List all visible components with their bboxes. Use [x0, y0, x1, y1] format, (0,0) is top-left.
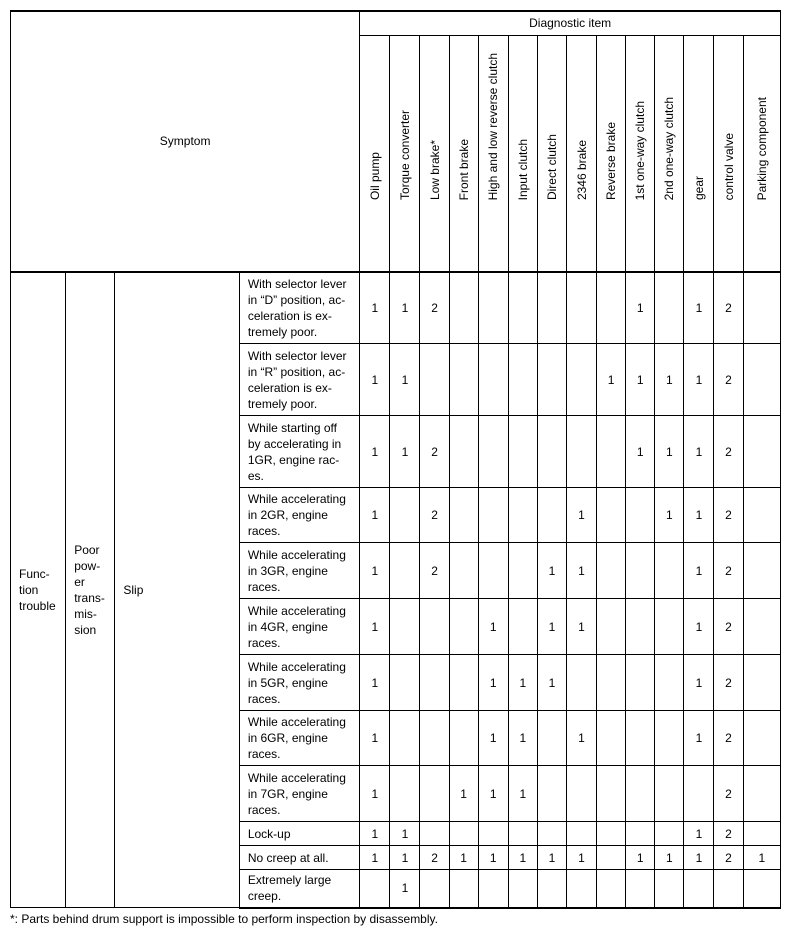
value-cell [508, 543, 537, 599]
value-cell: 1 [684, 416, 714, 488]
value-cell: 1 [360, 711, 390, 766]
value-cell [449, 543, 478, 599]
column-header [597, 35, 626, 272]
value-cell [420, 711, 449, 766]
value-cell [449, 272, 478, 344]
symptom-cell [239, 711, 359, 766]
value-cell [655, 870, 684, 908]
value-cell: 1 [390, 416, 420, 488]
value-cell: 1 [566, 711, 596, 766]
value-cell [743, 416, 780, 488]
value-cell: 2 [714, 543, 743, 599]
value-cell [390, 599, 420, 655]
symptom-header [11, 11, 360, 272]
value-cell: 1 [449, 766, 478, 822]
symptom-line: With selector lever [247, 276, 347, 291]
value-cell [420, 822, 449, 846]
symptom-cell [239, 766, 359, 822]
value-cell [420, 655, 449, 711]
value-cell: 1 [360, 543, 390, 599]
value-cell [597, 846, 626, 870]
value-cell [743, 822, 780, 846]
value-cell: 2 [714, 711, 743, 766]
symptom-line: 1GR, engine rac- [247, 452, 340, 467]
value-cell [508, 822, 537, 846]
symptom-line: With selector lever [247, 348, 347, 363]
value-cell [743, 344, 780, 416]
value-cell [566, 822, 596, 846]
column-header [626, 35, 655, 272]
symptom-line: in “D” position, ac- [247, 292, 346, 307]
value-cell: 1 [684, 711, 714, 766]
value-cell: 1 [684, 822, 714, 846]
value-cell [597, 488, 626, 543]
value-cell: 2 [714, 599, 743, 655]
value-cell: 1 [743, 846, 780, 870]
symptom-line: races. [247, 747, 281, 761]
value-cell: 2 [420, 846, 449, 870]
diagnostic-table [10, 10, 781, 909]
value-cell: 1 [478, 599, 508, 655]
value-cell [478, 344, 508, 416]
value-cell: 1 [626, 416, 655, 488]
value-cell [626, 488, 655, 543]
value-cell: 2 [714, 272, 743, 344]
value-cell [626, 822, 655, 846]
symptom-line: While accelerating [247, 770, 346, 785]
symptom-line: races. [247, 524, 281, 538]
column-header [508, 35, 537, 272]
value-cell [478, 543, 508, 599]
value-cell [655, 822, 684, 846]
value-cell [508, 488, 537, 543]
symptom-line: races. [247, 635, 281, 650]
diagnostic-item-header [360, 11, 781, 35]
value-cell: 1 [390, 822, 420, 846]
column-header-label: 2346 brake [574, 140, 589, 201]
value-cell: 1 [566, 488, 596, 543]
value-cell: 1 [478, 766, 508, 822]
value-cell [743, 766, 780, 822]
symptom-cell [239, 655, 359, 711]
symptom-cell [239, 416, 359, 488]
table-row [11, 272, 781, 344]
value-cell: 1 [449, 846, 478, 870]
value-cell: 1 [360, 822, 390, 846]
value-cell [655, 543, 684, 599]
value-cell [655, 766, 684, 822]
value-cell [655, 599, 684, 655]
symptom-header-label: Symptom [159, 134, 211, 149]
symptom-line: in 4GR, engine [247, 619, 328, 634]
value-cell: 1 [537, 543, 566, 599]
value-cell [626, 599, 655, 655]
value-cell: 1 [655, 416, 684, 488]
value-cell: 1 [360, 846, 390, 870]
symptom-line: races. [247, 691, 281, 706]
value-cell [566, 344, 596, 416]
value-cell [597, 870, 626, 908]
value-cell [537, 766, 566, 822]
value-cell [626, 711, 655, 766]
value-cell: 1 [390, 846, 420, 870]
value-cell: 1 [478, 846, 508, 870]
value-cell [655, 711, 684, 766]
value-cell [597, 766, 626, 822]
value-cell [390, 766, 420, 822]
value-cell [390, 711, 420, 766]
value-cell: 1 [508, 846, 537, 870]
symptom-line: While accelerating [247, 547, 346, 562]
value-cell [743, 488, 780, 543]
value-cell [420, 344, 449, 416]
value-cell [508, 870, 537, 908]
value-cell: 1 [360, 416, 390, 488]
symptom-line: in 3GR, engine [247, 563, 328, 578]
value-cell: 1 [390, 272, 420, 344]
column-header-label: Parking component [754, 97, 769, 201]
value-cell: 2 [714, 655, 743, 711]
column-header [449, 35, 478, 272]
column-header-label: control valve [721, 133, 736, 201]
value-cell [508, 344, 537, 416]
value-cell: 1 [478, 711, 508, 766]
value-cell [743, 543, 780, 599]
symptom-line: While accelerating [247, 659, 346, 674]
symptom-line: es. [247, 468, 264, 483]
value-cell [566, 272, 596, 344]
symptom-line: in “R” position, ac- [247, 364, 346, 379]
column-header-label: gear [691, 176, 706, 201]
column-header-label: 2nd one-way clutch [662, 97, 677, 201]
value-cell [597, 822, 626, 846]
symptom-line: races. [247, 802, 281, 817]
value-cell [684, 766, 714, 822]
value-cell [390, 655, 420, 711]
value-cell: 1 [478, 655, 508, 711]
value-cell: 1 [655, 488, 684, 543]
value-cell [449, 416, 478, 488]
value-cell [743, 870, 780, 908]
value-cell: 1 [684, 488, 714, 543]
value-cell [597, 599, 626, 655]
symptom-cell [239, 870, 359, 908]
category-level3: Slip [115, 272, 239, 908]
value-cell [743, 599, 780, 655]
symptom-line: in 5GR, engine [247, 675, 328, 690]
symptom-cell [239, 846, 359, 870]
value-cell: 1 [626, 272, 655, 344]
value-cell [360, 870, 390, 908]
value-cell: 1 [655, 344, 684, 416]
value-cell [420, 766, 449, 822]
column-header-label: High and low reverse clutch [486, 53, 501, 201]
symptom-line: creep. [247, 889, 282, 904]
value-cell [597, 416, 626, 488]
value-cell: 1 [597, 344, 626, 416]
symptom-line: celeration is ex- [247, 308, 332, 323]
value-cell: 2 [714, 416, 743, 488]
symptom-line: races. [247, 579, 281, 594]
value-cell [714, 870, 743, 908]
value-cell [478, 488, 508, 543]
column-header [714, 35, 743, 272]
symptom-line: in 6GR, engine [247, 731, 328, 745]
value-cell: 1 [537, 655, 566, 711]
symptom-cell [239, 822, 359, 846]
value-cell [420, 599, 449, 655]
value-cell [537, 870, 566, 908]
value-cell: 2 [714, 822, 743, 846]
value-cell [449, 870, 478, 908]
value-cell [508, 599, 537, 655]
value-cell: 1 [684, 846, 714, 870]
value-cell: 1 [508, 655, 537, 711]
value-cell: 1 [566, 599, 596, 655]
value-cell [597, 655, 626, 711]
value-cell: 1 [360, 344, 390, 416]
value-cell [566, 655, 596, 711]
column-header-label: Front brake [456, 139, 471, 201]
column-header [743, 35, 780, 272]
value-cell: 1 [537, 846, 566, 870]
footnote: *: Parts behind drum support is impossible to perform inspection by disassembly. [10, 912, 438, 926]
value-cell: 1 [684, 272, 714, 344]
value-cell: 1 [508, 766, 537, 822]
symptom-line: tremely poor. [247, 324, 318, 339]
value-cell [597, 711, 626, 766]
symptom-line: No creep at all. [247, 850, 329, 865]
value-cell [449, 822, 478, 846]
value-cell [537, 272, 566, 344]
value-cell [537, 488, 566, 543]
value-cell [684, 870, 714, 908]
value-cell [566, 766, 596, 822]
value-cell: 1 [566, 846, 596, 870]
value-cell: 2 [420, 416, 449, 488]
value-cell [743, 272, 780, 344]
column-header-label: Input clutch [515, 139, 530, 201]
value-cell: 1 [360, 766, 390, 822]
value-cell [597, 272, 626, 344]
value-cell [508, 272, 537, 344]
value-cell: 2 [420, 543, 449, 599]
value-cell [420, 870, 449, 908]
symptom-cell [239, 543, 359, 599]
column-header-label: Torque converter [397, 110, 412, 201]
value-cell [478, 822, 508, 846]
symptom-line: celeration is ex- [247, 380, 332, 395]
value-cell: 1 [390, 870, 420, 908]
value-cell [566, 870, 596, 908]
column-header-label: 1st one-way clutch [633, 101, 648, 201]
value-cell [449, 711, 478, 766]
symptom-line: While accelerating [247, 603, 346, 618]
value-cell [449, 599, 478, 655]
column-header [537, 35, 566, 272]
column-header [478, 35, 508, 272]
value-cell: 1 [684, 344, 714, 416]
column-header-label: Oil pump [367, 152, 382, 201]
category-level2: Poor pow- er trans- mis- sion [66, 272, 115, 908]
value-cell: 1 [537, 599, 566, 655]
column-header [684, 35, 714, 272]
value-cell: 1 [360, 599, 390, 655]
value-cell [626, 655, 655, 711]
column-header-label: Low brake* [427, 140, 442, 201]
column-header [390, 35, 420, 272]
symptom-cell [239, 599, 359, 655]
value-cell: 2 [714, 488, 743, 543]
symptom-line: While accelerating [247, 715, 346, 729]
value-cell: 1 [566, 543, 596, 599]
value-cell [537, 416, 566, 488]
value-cell [449, 655, 478, 711]
symptom-line: in 2GR, engine [247, 508, 328, 522]
symptom-line: by accelerating in [247, 436, 342, 451]
value-cell [390, 488, 420, 543]
value-cell [537, 711, 566, 766]
symptom-line: tremely poor. [247, 396, 318, 411]
value-cell [449, 488, 478, 543]
value-cell: 1 [684, 599, 714, 655]
category-level1: Func- tion trouble [11, 272, 66, 908]
value-cell: 1 [655, 846, 684, 870]
symptom-line: Extremely large [247, 873, 332, 888]
value-cell [478, 416, 508, 488]
value-cell: 2 [420, 488, 449, 543]
value-cell: 1 [508, 711, 537, 766]
diagnostic-item-label: Diagnostic item [529, 16, 612, 31]
value-cell: 2 [714, 846, 743, 870]
column-header-label: Reverse brake [604, 122, 619, 201]
value-cell [390, 543, 420, 599]
value-cell: 1 [390, 344, 420, 416]
symptom-line: While starting off [247, 420, 337, 435]
value-cell: 1 [684, 655, 714, 711]
value-cell [478, 870, 508, 908]
column-header [655, 35, 684, 272]
column-header [420, 35, 449, 272]
value-cell: 1 [626, 344, 655, 416]
value-cell [743, 655, 780, 711]
value-cell [626, 543, 655, 599]
value-cell [626, 870, 655, 908]
value-cell [449, 344, 478, 416]
value-cell [626, 766, 655, 822]
symptom-line: Lock-up [247, 826, 291, 841]
symptom-line: in 7GR, engine [247, 786, 328, 801]
symptom-cell [239, 344, 359, 416]
value-cell [478, 272, 508, 344]
column-header [360, 35, 390, 272]
column-header [566, 35, 596, 272]
value-cell [508, 416, 537, 488]
value-cell [655, 655, 684, 711]
value-cell: 2 [714, 344, 743, 416]
value-cell: 1 [626, 846, 655, 870]
value-cell: 2 [420, 272, 449, 344]
value-cell [566, 416, 596, 488]
value-cell [537, 344, 566, 416]
value-cell [743, 711, 780, 766]
symptom-cell [239, 488, 359, 543]
value-cell [597, 543, 626, 599]
value-cell: 2 [714, 766, 743, 822]
symptom-cell [239, 272, 359, 344]
value-cell [537, 822, 566, 846]
column-header-label: Direct clutch [544, 134, 559, 201]
value-cell: 1 [360, 655, 390, 711]
value-cell [655, 272, 684, 344]
value-cell: 1 [360, 272, 390, 344]
value-cell: 1 [684, 543, 714, 599]
value-cell: 1 [360, 488, 390, 543]
symptom-line: While accelerating [247, 492, 346, 506]
